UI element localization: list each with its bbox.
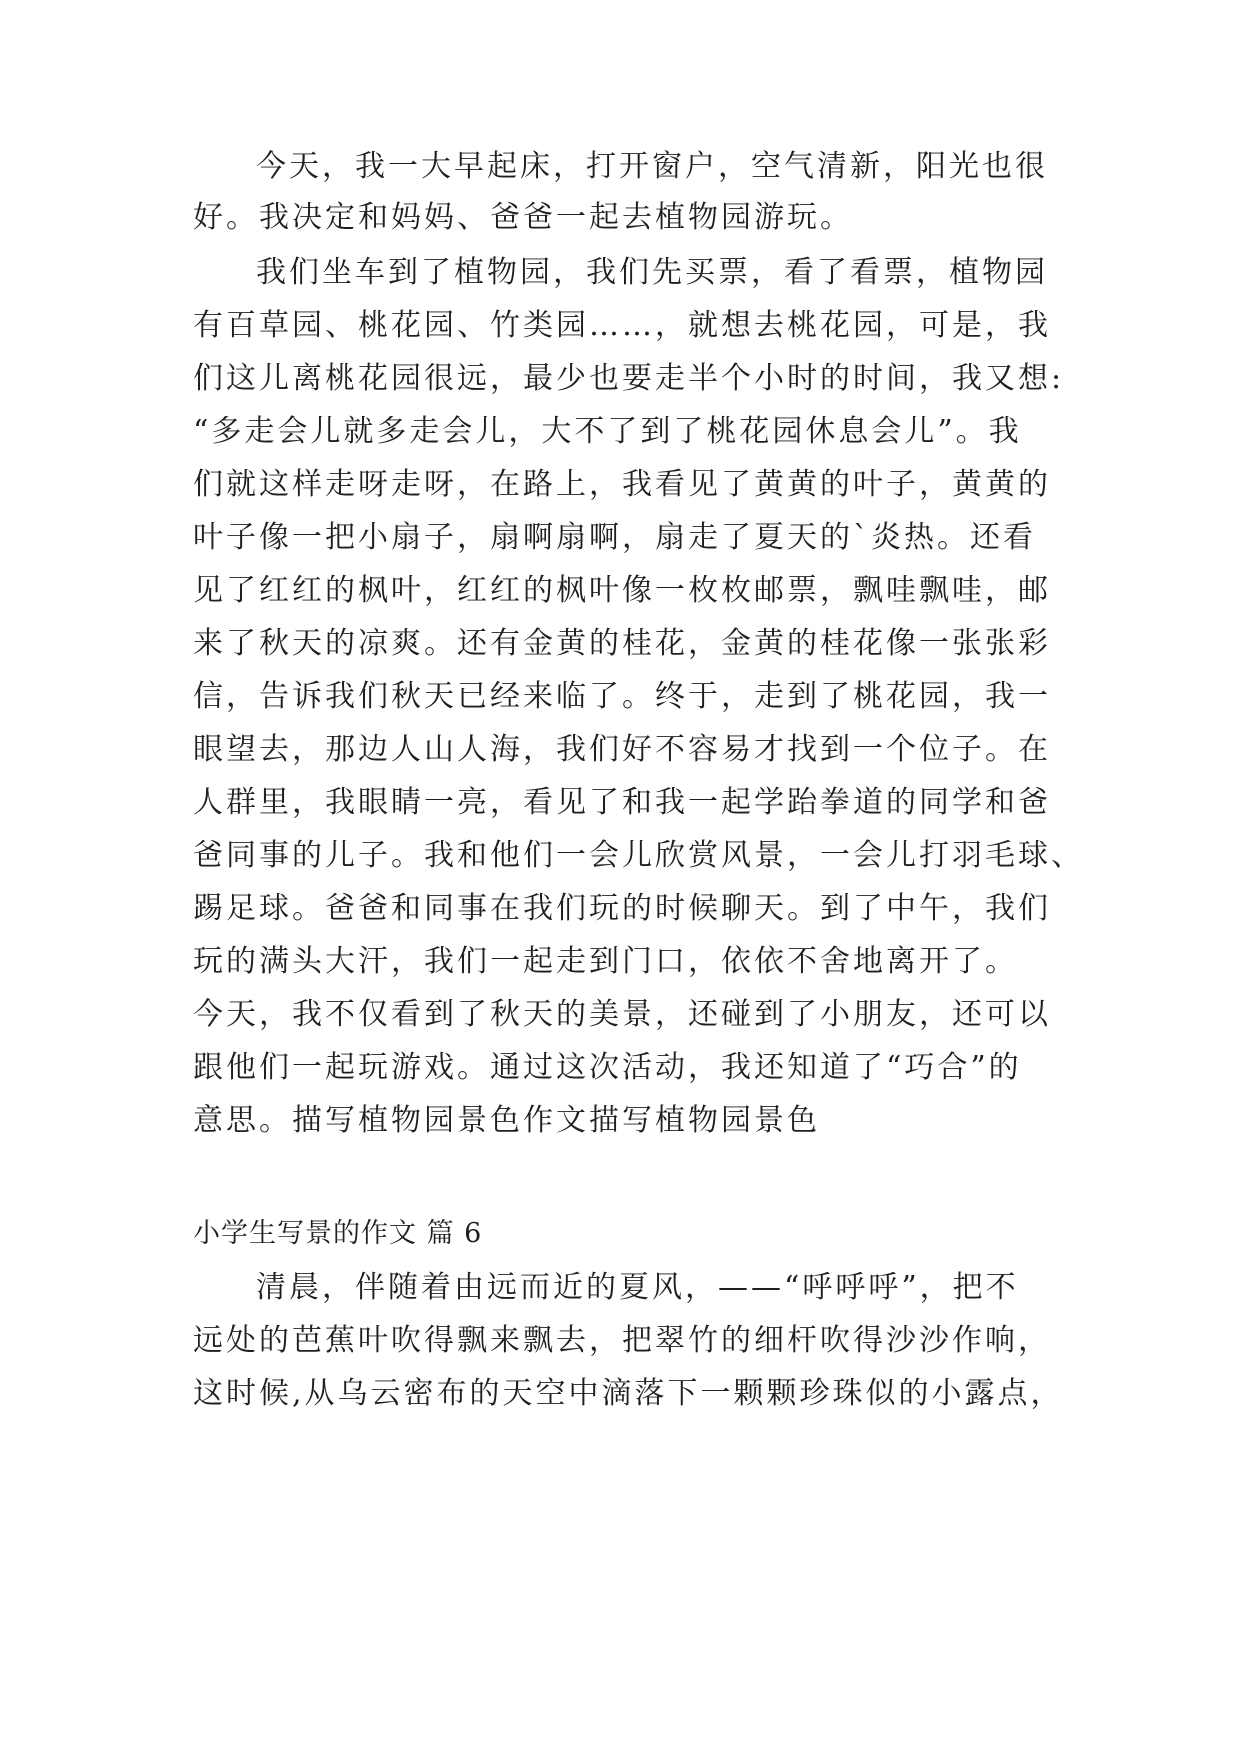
paragraph-2-line-3: 们这儿离桃花园很远，最少也要走半个小时的时间，我又想: bbox=[193, 361, 1065, 396]
paragraph-1-line-2: 好。我决定和妈妈、爸爸一起去植物园游玩。 bbox=[193, 200, 853, 235]
paragraph-2-line-16: 跟他们一起玩游戏。通过这次活动，我还知道了“巧合”的 bbox=[193, 1050, 1022, 1085]
paragraph-2-line-12: 爸同事的儿子。我和他们一会儿欣赏风景，一会儿打羽毛球、 bbox=[193, 838, 1084, 873]
paragraph-2-line-17: 意思。描写植物园景色作文描写植物园景色 bbox=[193, 1103, 820, 1138]
section-heading: 小学生写景的作文 篇 6 bbox=[193, 1218, 483, 1249]
paragraph-2-line-11: 人群里，我眼睛一亮，看见了和我一起学跆拳道的同学和爸 bbox=[193, 785, 1051, 820]
paragraph-2-line-13: 踢足球。爸爸和同事在我们玩的时候聊天。到了中午，我们 bbox=[193, 891, 1051, 926]
paragraph-2-line-1: 我们坐车到了植物园，我们先买票，看了看票，植物园 bbox=[256, 255, 1048, 290]
paragraph-2-line-4: “多走会儿就多走会儿，大不了到了桃花园休息会儿”。我 bbox=[193, 414, 1022, 449]
paragraph-2-line-9: 信，告诉我们秋天已经来临了。终于，走到了桃花园，我一 bbox=[193, 679, 1051, 714]
paragraph-2-line-15: 今天，我不仅看到了秋天的美景，还碰到了小朋友，还可以 bbox=[193, 997, 1051, 1032]
paragraph-3-line-2: 远处的芭蕉叶吹得飘来飘去，把翠竹的细杆吹得沙沙作响， bbox=[193, 1323, 1051, 1358]
paragraph-2-line-14: 玩的满头大汗，我们一起走到门口，依依不舍地离开了。 bbox=[193, 944, 1018, 979]
paragraph-2-line-8: 来了秋天的凉爽。还有金黄的桂花，金黄的桂花像一张张彩 bbox=[193, 626, 1051, 661]
paragraph-3-line-1: 清晨，伴随着由远而近的夏风，——“呼呼呼”，把不 bbox=[256, 1270, 1019, 1305]
paragraph-2-line-10: 眼望去，那边人山人海，我们好不容易才找到一个位子。在 bbox=[193, 732, 1051, 767]
paragraph-1-line-1: 今天，我一大早起床，打开窗户，空气清新，阳光也很 bbox=[256, 149, 1048, 184]
paragraph-3-line-3: 这时候,从乌云密布的天空中滴落下一颗颗珍珠似的小露点， bbox=[193, 1376, 1064, 1411]
paragraph-2-line-2: 有百草园、桃花园、竹类园……，就想去桃花园，可是，我 bbox=[193, 308, 1051, 343]
paragraph-2-line-6: 叶子像一把小扇子，扇啊扇啊，扇走了夏天的`炎热。还看 bbox=[193, 520, 1036, 555]
paragraph-2-line-5: 们就这样走呀走呀，在路上，我看见了黄黄的叶子，黄黄的 bbox=[193, 467, 1051, 502]
paragraph-2-line-7: 见了红红的枫叶，红红的枫叶像一枚枚邮票，飘哇飘哇，邮 bbox=[193, 573, 1051, 608]
